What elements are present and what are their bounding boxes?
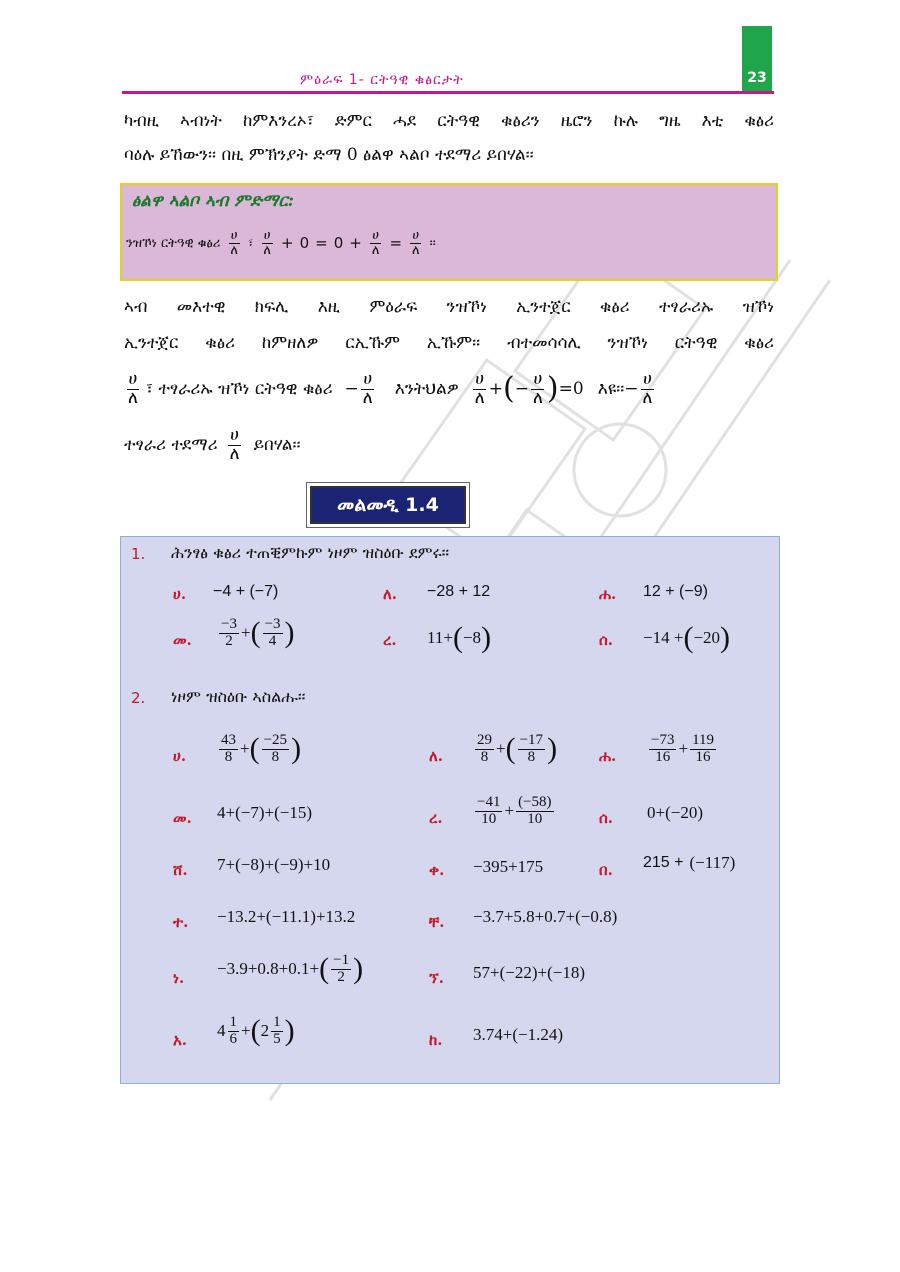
definition-lead: ንዝኾነ ርትዓዊ ቁፅሪ	[126, 235, 221, 251]
item-expression: $\frac{43}{8}$ + ( $\frac{-25}{8}$ )	[221, 732, 302, 766]
fraction: $\frac{\text{ሀ}}{\text{ለ}}$	[263, 228, 271, 258]
item-label: ለ.	[429, 747, 444, 765]
header-divider	[122, 91, 774, 94]
item-label: ለ.	[383, 585, 398, 603]
item-label: መ.	[173, 809, 192, 827]
exercise-badge: መልመዲ 1.4	[310, 486, 466, 524]
chapter-header: ምዕራፍ 1- ርትዓዊ ቁፅርታት	[300, 72, 464, 88]
item-expression: 12 + (−9)	[643, 583, 708, 600]
item-expression: $\frac{-41}{10}$ + $\frac{(-58)}{10}$	[477, 794, 552, 827]
definition-formula: ንዝኾነ ርትዓዊ ቁፅሪ $\frac{\text{ሀ}}{\text{ለ}}$ ፣ $\frac{\text{ሀ}}{\text{ለ}}$ + 0 = 0 + $\frac{\text{ሀ}}{\text{ለ}}$ = $\frac{\text{ሀ}}{\text{ለ}}$ ፡፡	[126, 228, 436, 258]
item-expression: 57+(−22)+(−18)	[473, 963, 585, 982]
item-expression: 215 + (−117)	[643, 853, 736, 872]
item-label: ነ.	[173, 969, 185, 987]
para2-line-3: $\frac{\text{ሀ}}{\text{ለ}}$ ፣ ተፃራሪኡ ዝኾነ ርትዓዊ ቁፅሪ − $\frac{\text{ሀ}}{\text{ለ}}$ እንትህልዎ $\frac{\text{ሀ}}{\text{ለ}}$ + ( − $\frac{\text{ሀ}}{\text{ለ}}$ ) =0 እዩ፡፡ − $\frac{\text{ሀ}}{\text{ለ}}$	[128, 368, 653, 408]
item-label: ከ.	[429, 1031, 443, 1049]
item-expression: −3.7+5.8+0.7+(−0.8)	[473, 907, 618, 926]
definition-box	[120, 183, 778, 281]
intro-line-1: ካብዚ ኣብነት ከምእንረኦ፣ ድምር ሓደ ርትዓዊ ቁፅሪን ዜሮን ኩሉ ግዜ እቲ ቁፅሪ	[124, 111, 774, 131]
item-label: ረ.	[429, 809, 443, 827]
item-label: ሀ.	[173, 747, 187, 765]
item-expression: 0+(−20)	[647, 803, 703, 822]
fraction: $\frac{\text{ሀ}}{\text{ለ}}$	[371, 228, 380, 258]
item-label: ሐ.	[599, 585, 617, 603]
item-label: በ.	[599, 861, 613, 879]
item-label: ሀ.	[173, 585, 187, 603]
item-label: ሰ.	[599, 631, 614, 649]
item-expression: 3.74+(−1.24)	[473, 1025, 563, 1044]
item-expression: −395+175	[473, 857, 544, 876]
question-text: ነዞም ዝስዕቡ ኣስልሑ፡፡	[171, 687, 306, 706]
intro-line-2: ባዕሉ ይኸውን፡፡ በዚ ምኽንያት ድማ 0 ፅልዋ ኣልቦ ተደማሪ ይበሃል፡፡	[124, 145, 534, 165]
item-label: ሐ.	[599, 747, 617, 765]
item-expression: $\frac{-3}{2}$ + ( $\frac{-3}{4}$ )	[221, 616, 295, 650]
definition-title: ፅልዋ ኣልቦ ኣብ ምድማር:	[132, 191, 295, 211]
item-expression: 4+(−7)+(−15)	[217, 803, 312, 822]
item-expression: 4 $\frac{1}{6}$ + ( 2 $\frac{1}{5}$ )	[217, 1014, 295, 1048]
item-expression: −3.9+0.8+0.1+ ( $\frac{-1}{2}$ )	[217, 952, 364, 986]
item-label: ቀ.	[429, 861, 445, 879]
item-label: ቸ.	[429, 913, 445, 931]
item-label: ረ.	[383, 631, 397, 649]
item-expression: $\frac{-73}{16}$ + $\frac{119}{16}$	[651, 732, 715, 765]
exercise-box	[120, 536, 780, 1084]
item-expression: −14 + ( −20 )	[643, 621, 731, 654]
item-label: መ.	[173, 631, 192, 649]
question-number: 1.	[131, 545, 146, 563]
item-label: ኘ.	[429, 969, 445, 987]
fraction: $\frac{\text{ሀ}}{\text{ለ}}$	[230, 228, 239, 258]
fraction: $\frac{\text{ሀ}}{\text{ለ}}$	[412, 228, 420, 258]
item-label: ተ.	[173, 913, 189, 931]
item-label: ሰ.	[599, 809, 614, 827]
para2-line-2: ኢንተጀር ቁፅሪ ከምዘለዎ ርኢኹም ኢኹም፡፡ ብተመሳሳሊ ንዝኾነ ርትዓዊ ቁፅሪ	[124, 333, 774, 353]
item-expression: $\frac{29}{8}$ + ( $\frac{-17}{8}$ )	[477, 732, 558, 766]
question-number: 2.	[131, 689, 146, 707]
item-expression: 11+ ( −8 )	[427, 621, 492, 654]
item-expression: 7+(−8)+(−9)+10	[217, 855, 331, 874]
item-expression: −28 + 12	[427, 583, 491, 600]
question-text: ሕንፃፅ ቁፅሪ ተጠቒምኩም ነዞም ዝስዕቡ ደምሩ፡፡	[171, 543, 450, 562]
item-label: አ.	[173, 1031, 188, 1049]
page-number: 23	[747, 70, 767, 86]
para2-line-4: ተፃራሪ ተደማሪ $\frac{\text{ሀ}}{\text{ለ}}$ ይበሃል፡፡	[124, 424, 301, 464]
item-expression: −13.2+(−11.1)+13.2	[217, 907, 356, 926]
para2-line-1: ኣብ መእተዊ ክፍሊ እዚ ምዕራፍ ንዝኾነ ኢንተጀር ቁፅሪ ተፃራሪኡ ዝኾነ	[124, 297, 774, 317]
item-expression: −4 + (−7)	[213, 583, 279, 600]
item-label: ሸ.	[173, 861, 188, 879]
